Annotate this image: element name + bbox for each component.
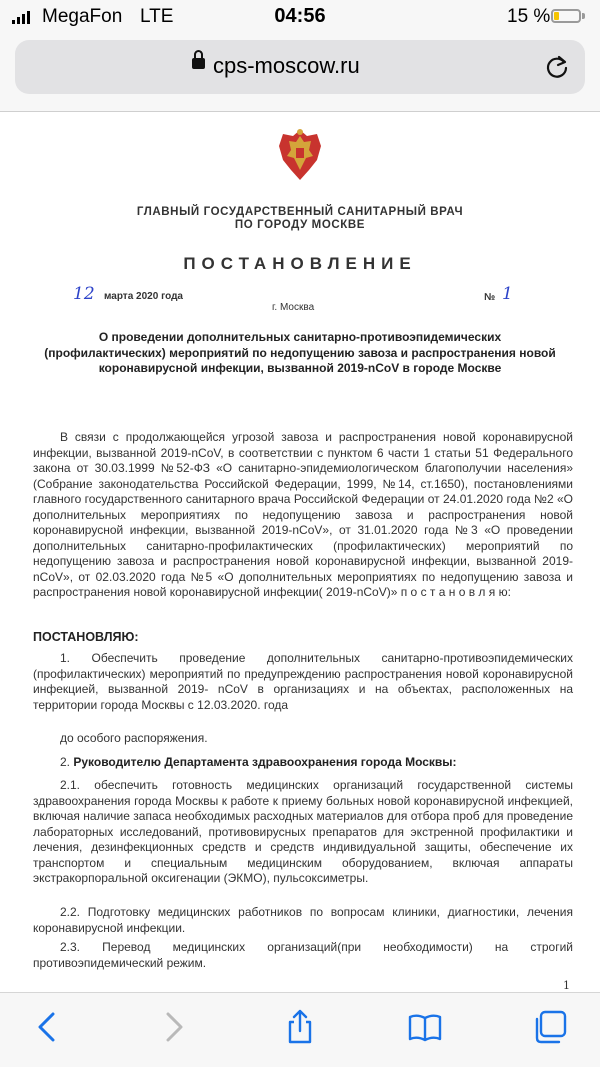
lock-icon: [192, 58, 205, 69]
page-number: 1: [563, 979, 570, 992]
item-2-heading: Руководителю Департамента здравоохранения города Москвы:: [73, 755, 457, 769]
item-2-1: 2.1. обеспечить готовность медицинских организаций государственной системы здравоохранения города Москвы к работе к приему больных новой коронавирусной инфекцией, включая наличие запаса необходимых расходных материалов для отбора проб для проведение лабораторных исследований, противовирусных препаратов для экстренной профилактики и лечения, дезинфекционных средств и средств индивидуальной защиты, обеспечение их транспортом и специальным медицинским оборудованием, включая аппараты экстракорпоральной оксигенации (ЭКМО), пульсоксиметры.: [33, 778, 573, 885]
item-2-2: 2.2. Подготовку медицинских работников по вопросам клиники, диагностики, лечения коронавирусной инфекции.: [33, 905, 573, 935]
item-2-number: 2.: [60, 755, 71, 769]
date-text: марта 2020 года: [104, 291, 183, 302]
document-subject: О проведении дополнительных санитарно-противоэпидемических (профилактических) мероприятий по недопущению завоза и распространения новой коронавирусной инфекции, вызванной 2019-nCoV в городе Москве: [44, 330, 556, 376]
carrier-name: MegaFon: [42, 6, 123, 27]
handwritten-number: 1: [502, 284, 513, 304]
network-type: LTE: [140, 6, 174, 27]
authority-line-1: ГЛАВНЫЙ ГОСУДАРСТВЕННЫЙ САНИТАРНЫЙ ВРАЧ: [136, 206, 464, 218]
document-page: [0, 112, 600, 992]
document-title: ПОСТАНОВЛЕНИЕ: [183, 254, 417, 273]
item-1-continuation: до особого распоряжения.: [60, 731, 208, 745]
reload-icon[interactable]: [543, 53, 571, 81]
url-text: cps-moscow.ru: [213, 53, 360, 78]
city-text: г. Москва: [272, 302, 315, 313]
clock: 04:56: [274, 5, 326, 27]
resolve-heading: ПОСТАНОВЛЯЮ:: [33, 630, 139, 644]
handwritten-date: 12: [73, 284, 95, 304]
coat-of-arms-icon: [273, 126, 327, 184]
preamble-paragraph: В связи с продолжающейся угрозой завоза и распространения новой коронавирусной инфекции, вызванной 2019-nCoV, в соответствии с пунктом 6 части 1 статьи 51 Федерального закона от 30.03.1999 №52-ФЗ «О санитарно-эпидемиологическом благополучии населения» (Собрание законодательства Российской Федерации, 1999, №14, ст.1650), постановлениями главного государственного санитарного врача Российской Федерации от 24.01.2020 года №2 «О дополнительных мероприятиях по недопущению завоза и распространения новой коронавирусной инфекции, вызванной 2019-nCoV», от 31.01.2020 года №3 «О проведении дополнительных санитарно-профилактических (профилактических) мероприятий по недопущению завоза и распространения новой коронавирусной инфекции, вызванной 2019-nCoV», от 02.03.2020 года №5 «О дополнительных мероприятиях по недопущению завоза и распространения новой коронавирусной инфекции( 2019-nCoV)» п о с т а н о в л я ю:: [33, 430, 573, 599]
battery-icon: [551, 9, 581, 23]
bookmarks-icon[interactable]: [407, 1009, 443, 1045]
number-label: №: [484, 292, 496, 303]
browser-toolbar: [0, 992, 600, 1067]
battery-percentage: 15 %: [507, 6, 551, 27]
battery-terminal: [582, 13, 585, 19]
status-bar: [0, 0, 600, 34]
item-1: 1. Обеспечить проведение дополнительных санитарно-противоэпидемических (профилактических) мероприятий по предупреждению распространения новой коронавирусной инфекцией, вызванной 2019- nCoV в организациях и на объектах, расположенных на территории города Москвы с 12.03.2020. года: [33, 651, 573, 712]
item-2-3: 2.3. Перевод медицинских организаций(при необходимости) на строгий противоэпидемический режим.: [33, 940, 573, 970]
authority-line-2: ПО ГОРОДУ МОСКВЕ: [234, 219, 366, 231]
forward-icon[interactable]: [155, 1009, 191, 1045]
tabs-icon[interactable]: [532, 1009, 568, 1045]
share-icon[interactable]: [282, 1009, 318, 1045]
address-bar[interactable]: [15, 40, 585, 94]
back-icon[interactable]: [30, 1009, 66, 1045]
